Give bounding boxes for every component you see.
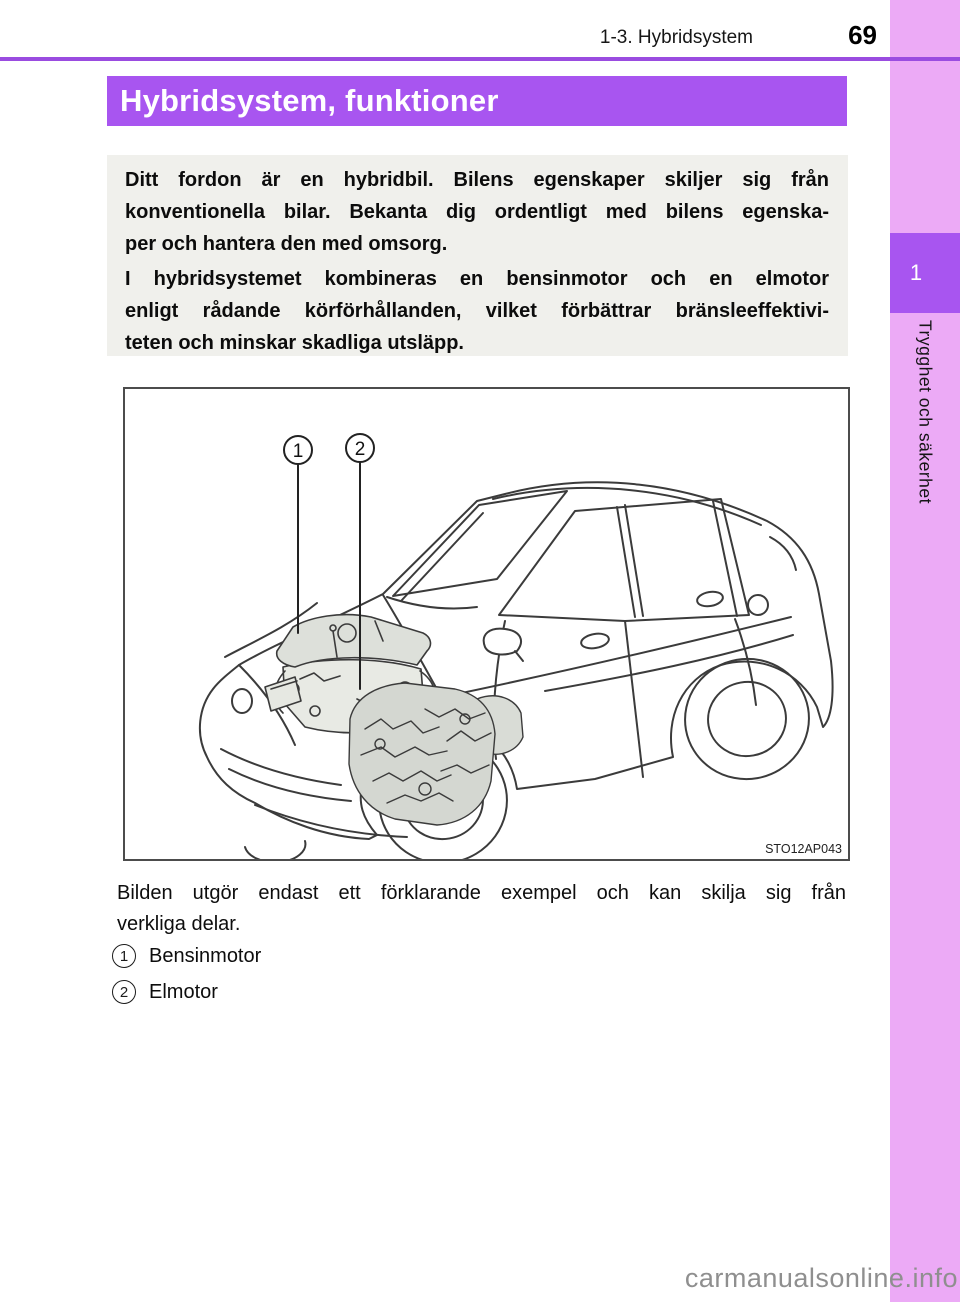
chapter-label-wrap: [890, 320, 960, 504]
header-rule: [0, 57, 960, 61]
callout-2-number: 2: [354, 439, 366, 460]
chapter-label: Trygghet och säkerhet: [915, 320, 936, 504]
intro-line: per och hantera den med omsorg.: [125, 233, 448, 255]
legend-label-2: Elmotor: [149, 980, 218, 1003]
legend-label-1: Bensinmotor: [149, 944, 262, 967]
note-line: verkliga delar.: [117, 913, 241, 935]
chapter-tab: [890, 233, 960, 313]
header-section-title: 1-3. Hybridsystem: [599, 27, 753, 48]
callout-1-number: 1: [292, 441, 304, 462]
intro-line: I hybridsystemet kombineras en bensinmotor och en elmotor: [125, 268, 829, 290]
figure-caption-code: STO12AP043: [765, 842, 842, 856]
chapter-sidebar: [890, 0, 960, 1302]
figure-note: [117, 878, 846, 940]
watermark-text: carmanualsonline.info: [684, 1263, 958, 1293]
intro-line: teten och minskar skadliga utsläpp.: [125, 332, 464, 354]
figure-frame: [123, 387, 850, 861]
intro-box: [107, 155, 848, 356]
intro-line: Ditt fordon är en hybridbil. Bilens egenskaper skiljer sig från: [125, 169, 829, 191]
callout-1: [284, 436, 312, 633]
page-number: 69: [848, 20, 877, 50]
legend-number-2: 2: [112, 980, 136, 1004]
intro-line: enligt rådande körförhållanden, vilket förbättrar bränsleeffektivi-: [125, 300, 829, 322]
note-line: Bilden utgör endast ett förklarande exempel och kan skilja sig från: [117, 882, 846, 904]
chapter-tab-number: 1: [909, 260, 923, 285]
legend-number-1: 1: [112, 944, 136, 968]
legend-item-elmotor: [112, 980, 218, 1004]
electric-motor: [349, 683, 523, 825]
car-illustration: [125, 389, 848, 859]
legend-item-bensinmotor: [112, 944, 261, 968]
page-title: Hybridsystem, funktioner: [107, 76, 847, 126]
intro-line: konventionella bilar. Bekanta dig ordentligt med bilens egenska-: [125, 201, 829, 223]
